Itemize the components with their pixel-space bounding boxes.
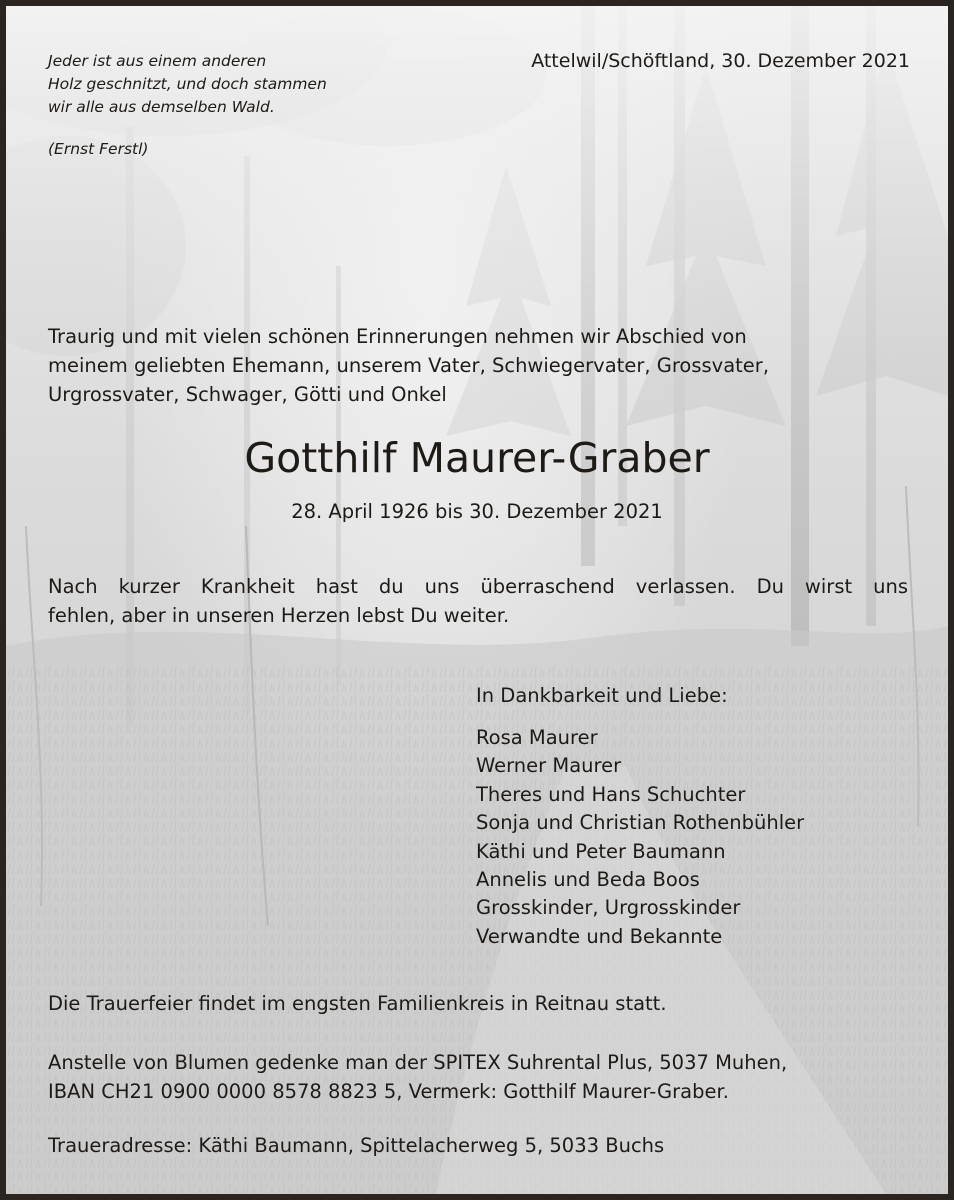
- mourner-item: Annelis und Beda Boos: [476, 868, 700, 892]
- mourner-item: Werner Maurer: [476, 754, 622, 778]
- quote-line: Jeder ist aus einem anderen: [48, 52, 267, 70]
- quote-author: (Ernst Ferstl): [48, 140, 149, 158]
- donation-line: Anstelle von Blumen gedenke man der SPITEX Suhrental Plus, 5037 Muhen,: [48, 1051, 788, 1074]
- mourner-item: Sonja und Christian Rothenbühler: [476, 811, 805, 835]
- ceremony-note: Die Trauerfeier findet im engsten Familienkreis in Reitnau statt.: [48, 992, 667, 1015]
- intro-text: [48, 322, 908, 409]
- thanks-heading: In Dankbarkeit und Liebe:: [476, 684, 728, 707]
- quote-line: wir alle aus demselben Wald.: [48, 98, 275, 116]
- place-date: Attelwil/Schöftland, 30. Dezember 2021: [531, 50, 910, 72]
- mourner-item: Grosskinder, Urgrosskinder: [476, 896, 741, 920]
- quote-line: Holz geschnitzt, und doch stammen: [48, 75, 327, 93]
- intro-line: Urgrossvater, Schwager, Götti und Onkel: [48, 383, 447, 406]
- mourners-list: [476, 724, 804, 951]
- mourner-item: Käthi und Peter Baumann: [476, 839, 726, 863]
- intro-line: Traurig und mit vielen schönen Erinnerungen nehmen wir Abschied von: [48, 325, 747, 348]
- message-line: fehlen, aber in unseren Herzen lebst Du weiter.: [48, 604, 510, 627]
- deceased-name: Gotthilf Maurer-Graber: [244, 434, 710, 482]
- life-dates: 28. April 1926 bis 30. Dezember 2021: [291, 500, 663, 523]
- mourner-item: Verwandte und Bekannte: [476, 924, 723, 948]
- donation-note: [48, 1048, 787, 1106]
- quote: [48, 50, 327, 119]
- mourning-address: Traueradresse: Käthi Baumann, Spittelacherweg 5, 5033 Buchs: [48, 1134, 665, 1157]
- donation-line: IBAN CH21 0900 0000 8578 8823 5, Vermerk: Gotthilf Maurer-Graber.: [48, 1080, 729, 1103]
- mourner-item: Theres und Hans Schuchter: [476, 782, 746, 806]
- message-line: Nach kurzer Krankheit hast du uns überraschend verlassen. Du wirst uns: [48, 575, 908, 598]
- intro-line: meinem geliebten Ehemann, unserem Vater, Schwiegervater, Grossvater,: [48, 354, 770, 377]
- farewell-message: [48, 572, 908, 630]
- mourner-item: Rosa Maurer: [476, 726, 598, 749]
